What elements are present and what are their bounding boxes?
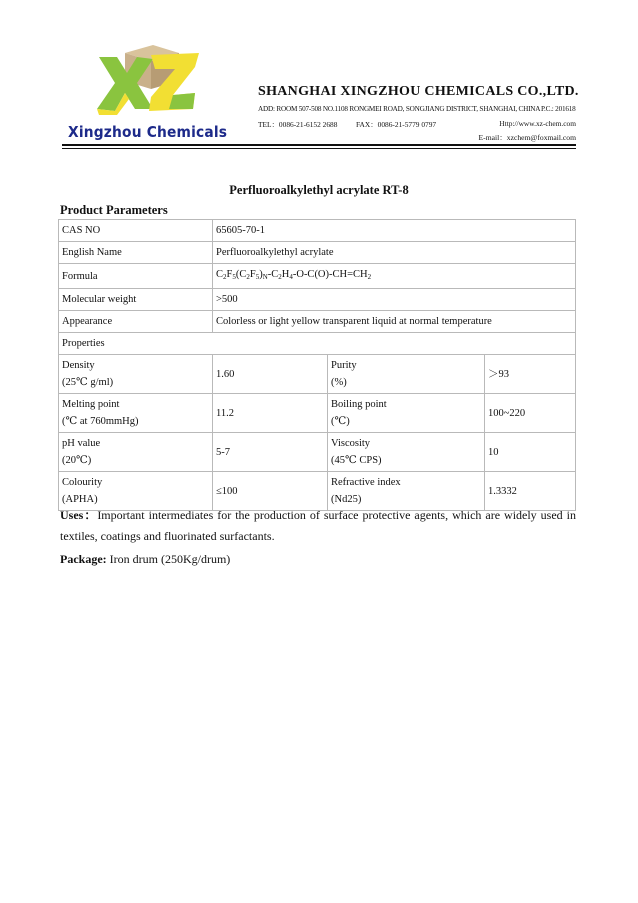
section-title: Product Parameters (60, 203, 168, 217)
table-row (59, 311, 576, 333)
fax: FAX：0086-21-5779 0797 (356, 120, 437, 129)
formula-value: $C_2F_5(C_2F_5)_N-C_2H_4-O-C(O)-CH=CH_2$ (213, 264, 576, 289)
table-value: >500 (213, 289, 576, 311)
property-label: pH value (20℃) (59, 433, 213, 472)
header-rule-thick (62, 144, 576, 146)
property-label: Purity (%) (328, 355, 485, 394)
uses-label: Uses： (60, 508, 98, 522)
property-value: ＞93 (485, 355, 576, 394)
properties-header: Properties (59, 333, 576, 355)
table-label: CAS NO (59, 220, 213, 242)
company-name: SHANGHAI XINGZHOU CHEMICALS CO.,LTD. (258, 84, 579, 99)
package-label: Package: (60, 552, 107, 566)
product-parameters-table (58, 219, 576, 511)
property-label: Boiling point (℃) (328, 394, 485, 433)
property-value: 11.2 (213, 394, 328, 433)
property-label: Colourity (APHA) (59, 472, 213, 511)
property-label: Density (25℃ g/ml) (59, 355, 213, 394)
table-value: Colorless or light yellow transparent liquid at normal temperature (213, 311, 576, 333)
table-label: Molecular weight (59, 289, 213, 311)
logo-text: Xingzhou Chemicals (68, 123, 228, 141)
company-address (258, 105, 576, 113)
contact-line (258, 119, 576, 130)
table-row (59, 433, 576, 472)
table-label: Appearance (59, 311, 213, 333)
table-label: Formula (59, 264, 213, 289)
table-row (59, 220, 576, 242)
address-text: ADD: ROOM 507-508 NO.1108 RONGMEI ROAD, SONGJIANG DISTRICT, SHANGHAI, CHINA (258, 105, 541, 113)
company-logo (95, 45, 205, 117)
property-value: 100~220 (485, 394, 576, 433)
table-row (59, 355, 576, 394)
property-label: Refractive index (Nd25) (328, 472, 485, 511)
table-row (59, 333, 576, 355)
property-value: ≤100 (213, 472, 328, 511)
header-rule-thin (62, 148, 576, 149)
property-value: 5-7 (213, 433, 328, 472)
property-value: 10 (485, 433, 576, 472)
table-value: Perfluoroalkylethyl acrylate (213, 242, 576, 264)
postcode: P.C.: 201618 (541, 105, 576, 113)
website-link[interactable]: Http://www.xz-chem.com (499, 119, 576, 128)
table-row (59, 394, 576, 433)
property-value: 1.3332 (485, 472, 576, 511)
property-label: Melting point (℃ at 760mmHg) (59, 394, 213, 433)
package-text: Iron drum (250Kg/drum) (106, 552, 231, 566)
property-value: 1.60 (213, 355, 328, 394)
table-label: English Name (59, 242, 213, 264)
table-row (59, 264, 576, 289)
table-value: 65605-70-1 (213, 220, 576, 242)
uses-paragraph (60, 505, 576, 547)
table-row (59, 289, 576, 311)
package-paragraph (60, 552, 230, 567)
email-link[interactable]: E-mail：xzchem@foxmail.com (478, 133, 576, 142)
telephone: TEL：0086-21-6152 2688 (258, 120, 338, 129)
uses-text: Important intermediates for the production of surface protective agents, which are widely used in textiles, coatings and fluorinated surfactants. (60, 508, 576, 543)
table-row (59, 242, 576, 264)
property-label: Viscosity (45℃ CPS) (328, 433, 485, 472)
document-title: Perfluoroalkylethyl acrylate RT-8 (229, 183, 409, 197)
